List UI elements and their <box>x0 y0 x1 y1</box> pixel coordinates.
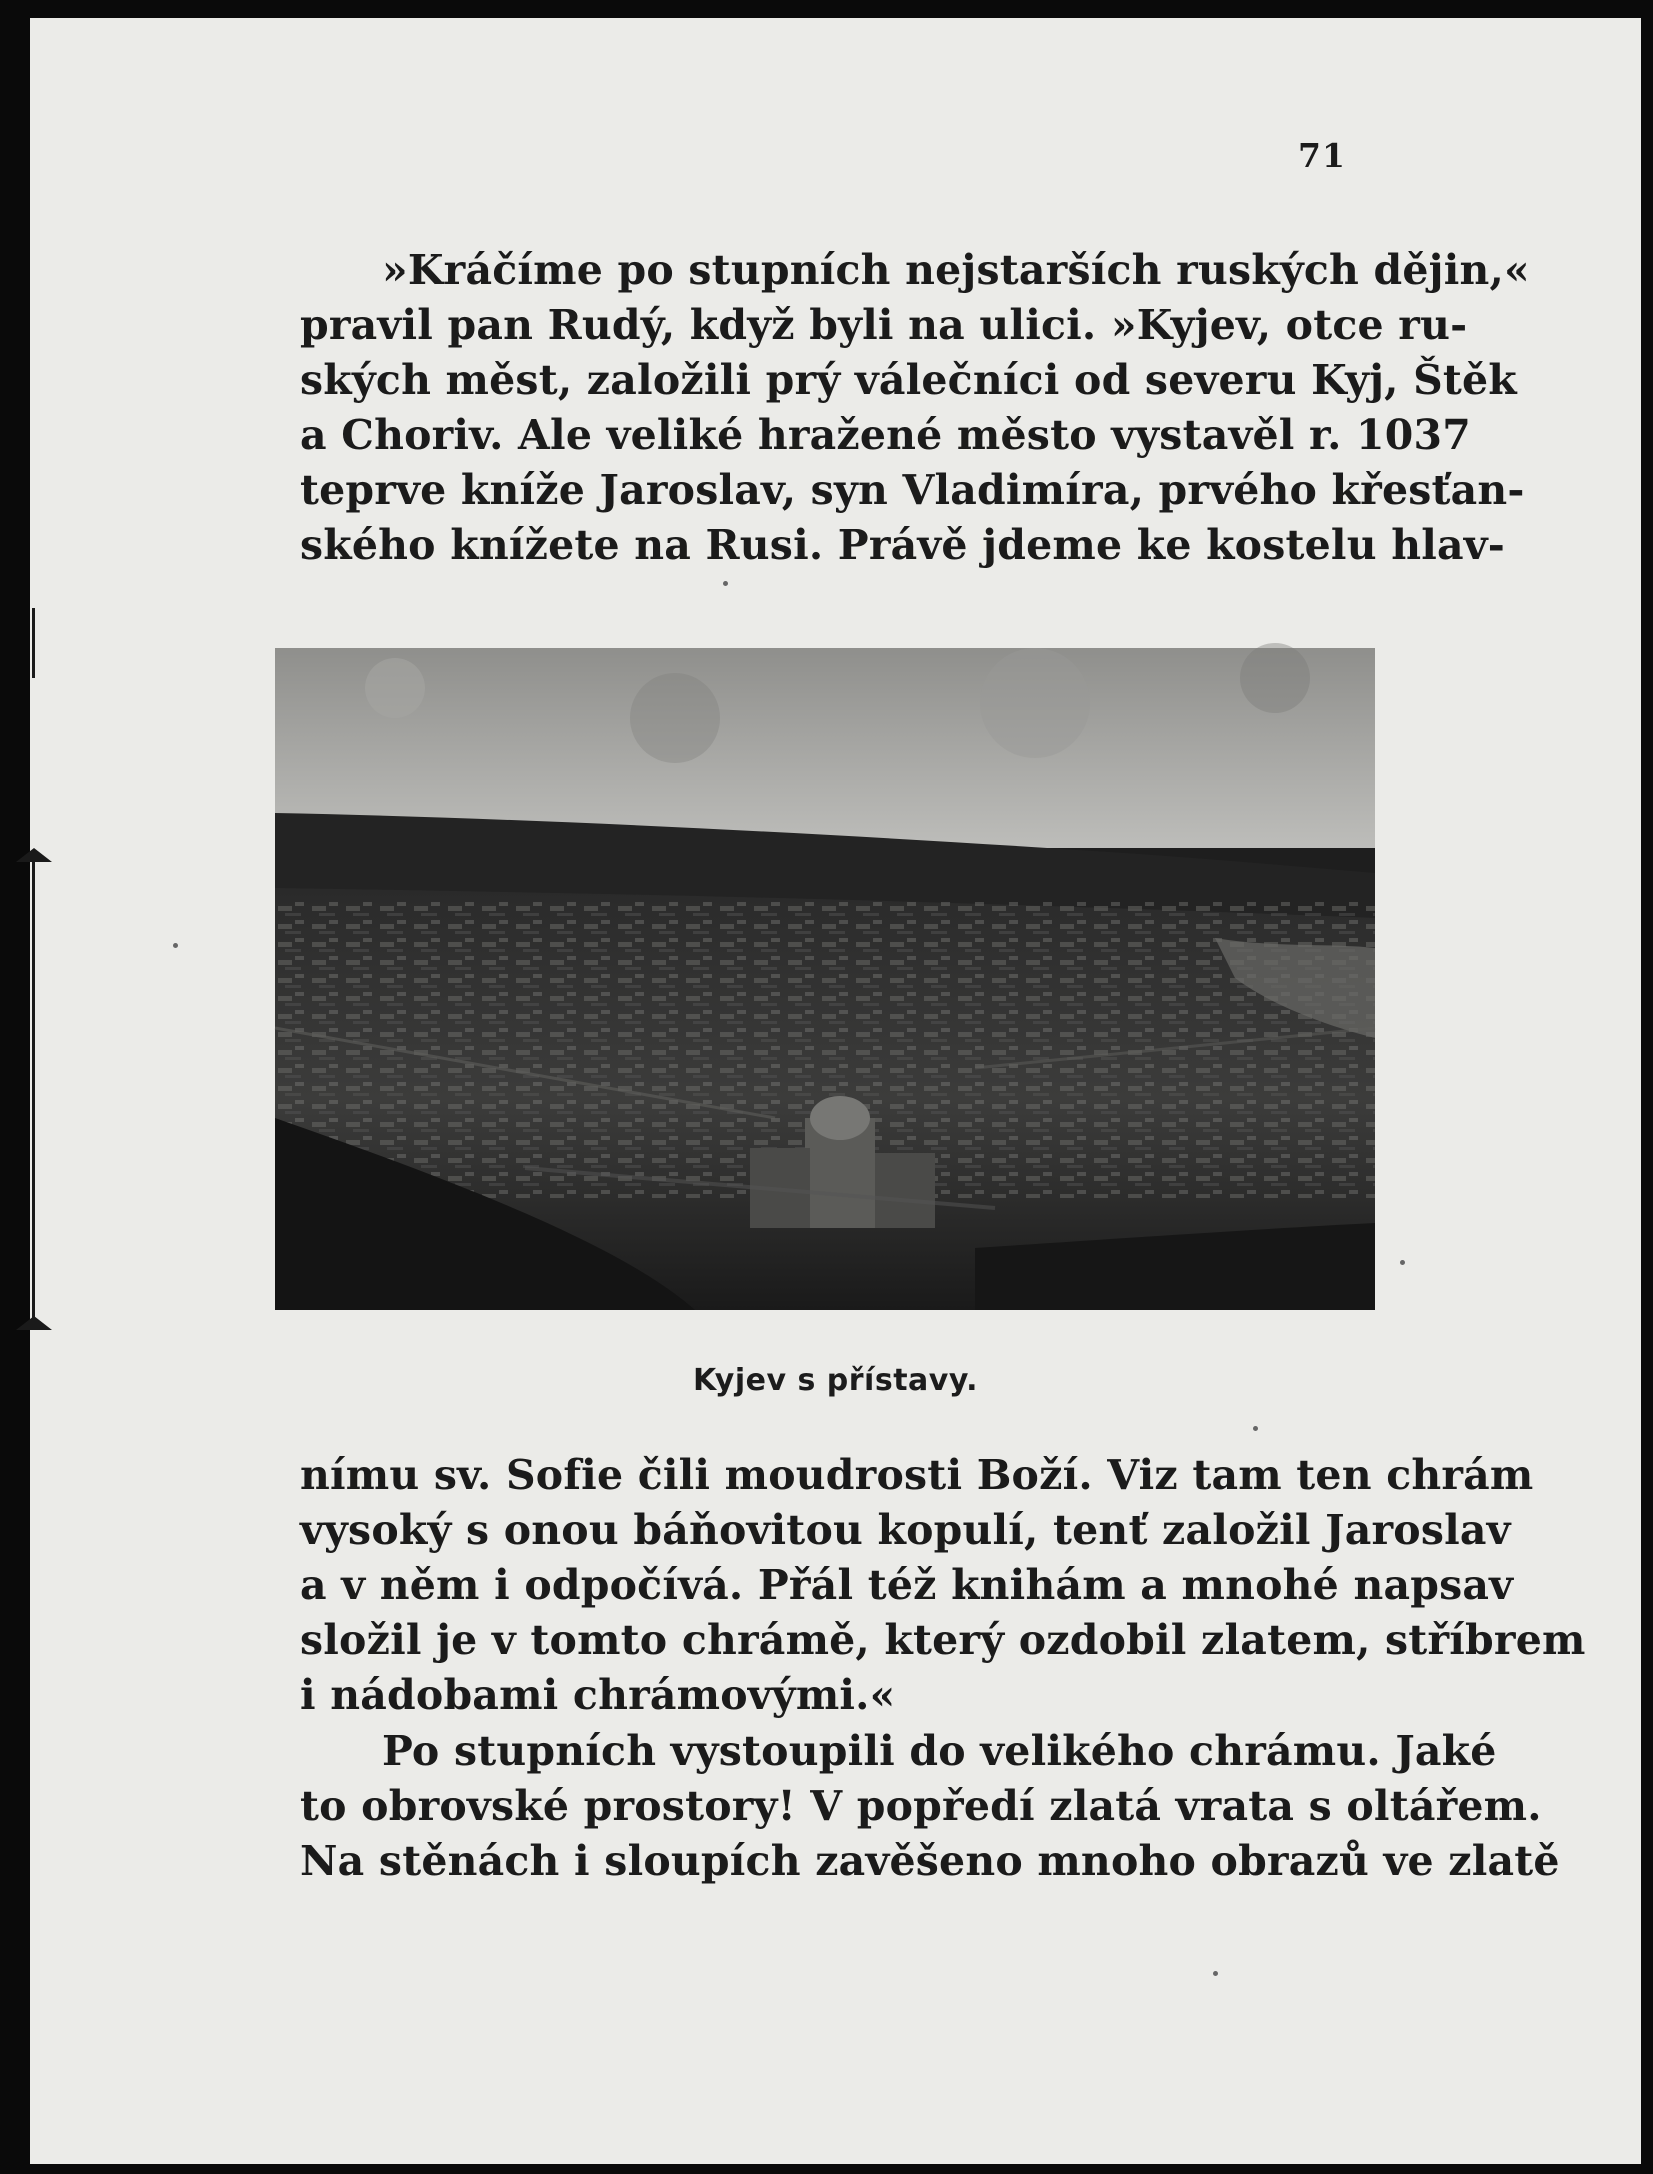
text-line: ského knížete na Rusi. Právě jdeme ke kostelu hlav- <box>300 521 1505 569</box>
scan-speck <box>1253 1426 1258 1431</box>
photo-image <box>275 648 1375 1310</box>
scan-speck <box>173 943 178 948</box>
text-line: »Kráčíme po stupních nejstarších ruských dějin,« <box>382 246 1530 294</box>
paragraph-bottom-1 <box>300 1448 1586 1723</box>
left-edge-line-upper <box>32 608 35 678</box>
text-line: a v něm i odpočívá. Přál též knihám a mnohé napsav <box>300 1561 1514 1609</box>
text-line: i nádobami chrámovými.« <box>300 1671 896 1719</box>
text-line: vysoký s onou báňovitou kopulí, tenť založil Jaroslav <box>300 1506 1511 1554</box>
edge-arrow-icon <box>16 1316 52 1330</box>
text-line: Na stěnách i sloupích zavěšeno mnoho obrazů ve zlatě <box>300 1837 1560 1885</box>
paragraph-top <box>300 243 1530 573</box>
scan-speck <box>723 581 728 586</box>
text-line: nímu sv. Sofie čili moudrosti Boží. Viz tam ten chrám <box>300 1451 1534 1499</box>
photo-kyiv-panorama <box>275 648 1375 1310</box>
text-line: složil je v tomto chrámě, který ozdobil zlatem, stříbrem <box>300 1616 1586 1664</box>
text-line: ských měst, založili prý válečníci od severu Kyj, Štěk <box>300 356 1517 404</box>
text-line: a Choriv. Ale veliké hražené město vystavěl r. 1037 <box>300 411 1471 459</box>
page-number: 71 <box>1298 136 1346 175</box>
figure-caption: Kyjev s přístavy. <box>692 1363 979 1398</box>
left-edge-line <box>32 858 35 1328</box>
text-line: pravil pan Rudý, když byli na ulici. »Kyjev, otce ru- <box>300 301 1468 349</box>
scan-speck <box>1400 1260 1405 1265</box>
book-page <box>30 18 1641 2164</box>
text-line: to obrovské prostory! V popředí zlatá vrata s oltářem. <box>300 1782 1542 1830</box>
text-line: Po stupních vystoupili do velikého chrámu. Jaké <box>382 1727 1497 1775</box>
scan-speck <box>1213 1971 1218 1976</box>
edge-arrow-icon <box>16 848 52 862</box>
text-line: teprve kníže Jaroslav, syn Vladimíra, prvého křesťan- <box>300 466 1525 514</box>
paragraph-bottom-2 <box>300 1724 1560 1889</box>
